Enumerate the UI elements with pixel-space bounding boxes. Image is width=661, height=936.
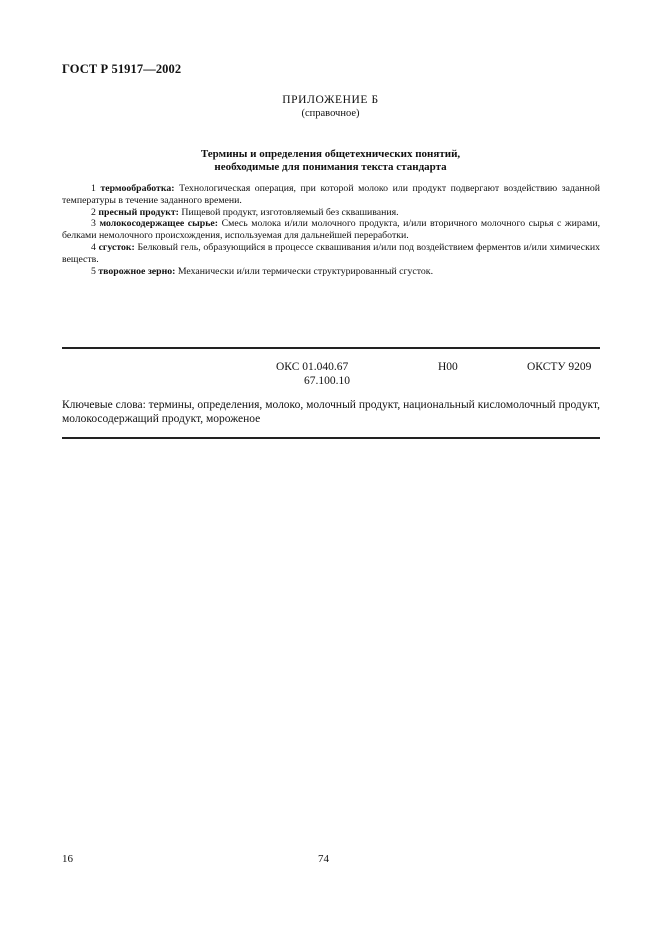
page-number-left: 16 xyxy=(62,853,73,865)
term-item xyxy=(62,266,600,278)
term-name: молокосодержащее сырье: xyxy=(99,218,219,230)
term-name: творожное зерно: xyxy=(98,265,176,277)
term-definition: Механически и/или термически структурированный сгусток. xyxy=(177,265,434,277)
term-name: термообработка: xyxy=(100,183,175,194)
okstu-code: ОКСТУ 9209 xyxy=(527,361,592,373)
h-code: Н00 xyxy=(438,361,458,373)
term-number: 2 xyxy=(91,206,96,218)
oks-code-secondary: 67.100.10 xyxy=(304,375,350,387)
page-number-center: 74 xyxy=(318,853,329,865)
appendix-title: ПРИЛОЖЕНИЕ Б xyxy=(282,94,379,106)
term-name: сгусток: xyxy=(98,241,135,253)
term-definition: Пищевой продукт, изготовляемый без сквашивания. xyxy=(181,206,399,218)
term-item xyxy=(62,218,600,242)
document-code: ГОСТ Р 51917—2002 xyxy=(62,62,182,76)
term-number: 1 xyxy=(91,183,96,194)
section-heading-line-2: необходимые для понимания текста стандарта xyxy=(214,160,447,173)
bottom-divider xyxy=(62,437,600,439)
term-number: 5 xyxy=(91,265,96,277)
top-divider xyxy=(62,347,600,349)
terms-list xyxy=(62,183,600,277)
term-definition: Технологическая операция, при которой молоко или продукт подвергают воздействию заданной температуры в течение заданного времени. xyxy=(62,183,600,206)
term-item xyxy=(62,183,600,207)
appendix-subtitle: (справочное) xyxy=(301,108,360,119)
term-number: 4 xyxy=(91,241,96,253)
section-heading-line-1: Термины и определения общетехнических понятий, xyxy=(200,148,461,160)
term-definition: Белковый гель, образующийся в процессе сквашивания и/или под воздействием ферментов и/или химических веществ. xyxy=(62,241,600,265)
term-item xyxy=(62,207,600,219)
keywords-text: Ключевые слова: термины, определения, молоко, молочный продукт, национальный кисломолочный продукт, молокосодержащий продукт, мороженое xyxy=(62,399,600,425)
term-number: 3 xyxy=(91,218,96,230)
term-item xyxy=(62,242,600,266)
term-name: пресный продукт: xyxy=(98,206,179,218)
term-definition: Смесь молока и/или молочного продукта, и/или вторичного молочного сырья с жирами, белками немолочного происхождения, используемая для дальнейшей переработки. xyxy=(62,218,601,242)
oks-code-primary: ОКС 01.040.67 xyxy=(276,361,349,373)
section-heading xyxy=(0,148,661,173)
